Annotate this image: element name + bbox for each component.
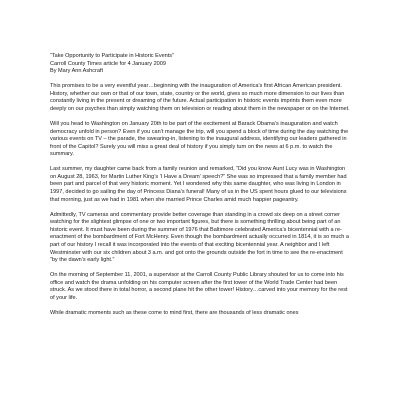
- document-body: [50, 53, 352, 325]
- paragraph-5: On the morning of September 11, 2001, a supervisor at the Carroll County Public Library shouted for us to come into his office and watch the drama unfolding on his computer screen after the first tower of the World Trade Center had been struck. As we stood there in total horror, a second plane hit the other tower! History…carved into your memory for the rest of your life.: [50, 272, 348, 301]
- article-byline: By Mary Ann Ashcraft: [50, 68, 104, 75]
- paragraph-6: While dramatic moments such as these come to mind first, there are thousands of less dramatic ones: [50, 309, 299, 316]
- paragraph-2: Will you head to Washington on January 20th to be part of the excitement at Barack Obama’s inauguration and watch democracy unfold in person? Even if you can’t manage the trip, will you spend a block of time during the day watching the various events on TV – the parade, the swearing-in, listening to the inaugural address, identifying our leaders gathered in front of the Capitol? Surely you will miss a great deal of history if you simply turn on the news at 6 p.m. to watch the summary.: [50, 120, 349, 158]
- paragraph-3: Last summer, my daughter came back from a family reunion and remarked, “Did you know Aunt Lucy was in Washington on August 28, 1963, for Martin Luther King’s ‘I Have a Dream’ speech?” She was so impressed that a family member had been part and parcel of that very historic moment. Yet I wondered why this same daughter, who was living in London in 1997, decided to go sailing the day of Princess Diana’s funeral! Many of us in the US spent hours glued to our televisions that morning, just as we had in 1981 when she married Prince Charles amid much happier pageantry.: [50, 166, 347, 203]
- paragraph-4: Admittedly, TV cameras and commentary provide better coverage than standing in a crowd six deep on a street corner watching for the slightest glimpse of one or two important figures, but there is something thrilling about being part of an historic event. It must have been during the summer of 1976 that Baltimore celebrated America’s bicentennial with a re-enactment of the bombardment of Fort McHenry. Even though the bombardment actually occurred in 1814, it is so much a part of our history I recall it was incorporated into the events of that exciting bicentennial year. A neighbor and I left Westminster with our six children about 3 a.m. and got onto the grounds outside the fort in time to see the re-enactment “by the dawn’s early light.”: [50, 211, 349, 264]
- paragraph-1: This promises to be a very eventful year…beginning with the inauguration of America’s first African American president. History, whether our own or that of our town, state, country or the world, gives so much more dimension to our lives than constantly living in the present or dreaming of the future. Actual participation in historic events imprints them even more deeply on our psyches than simply watching them on television or reading about them in the newspaper or on the Internet.: [50, 83, 350, 112]
- article-subtitle: Carroll County Times article for 4 January 2009: [50, 60, 166, 67]
- article-title: “Take Opportunity to Participate in Historic Events”: [50, 53, 174, 59]
- article-header: [50, 53, 352, 76]
